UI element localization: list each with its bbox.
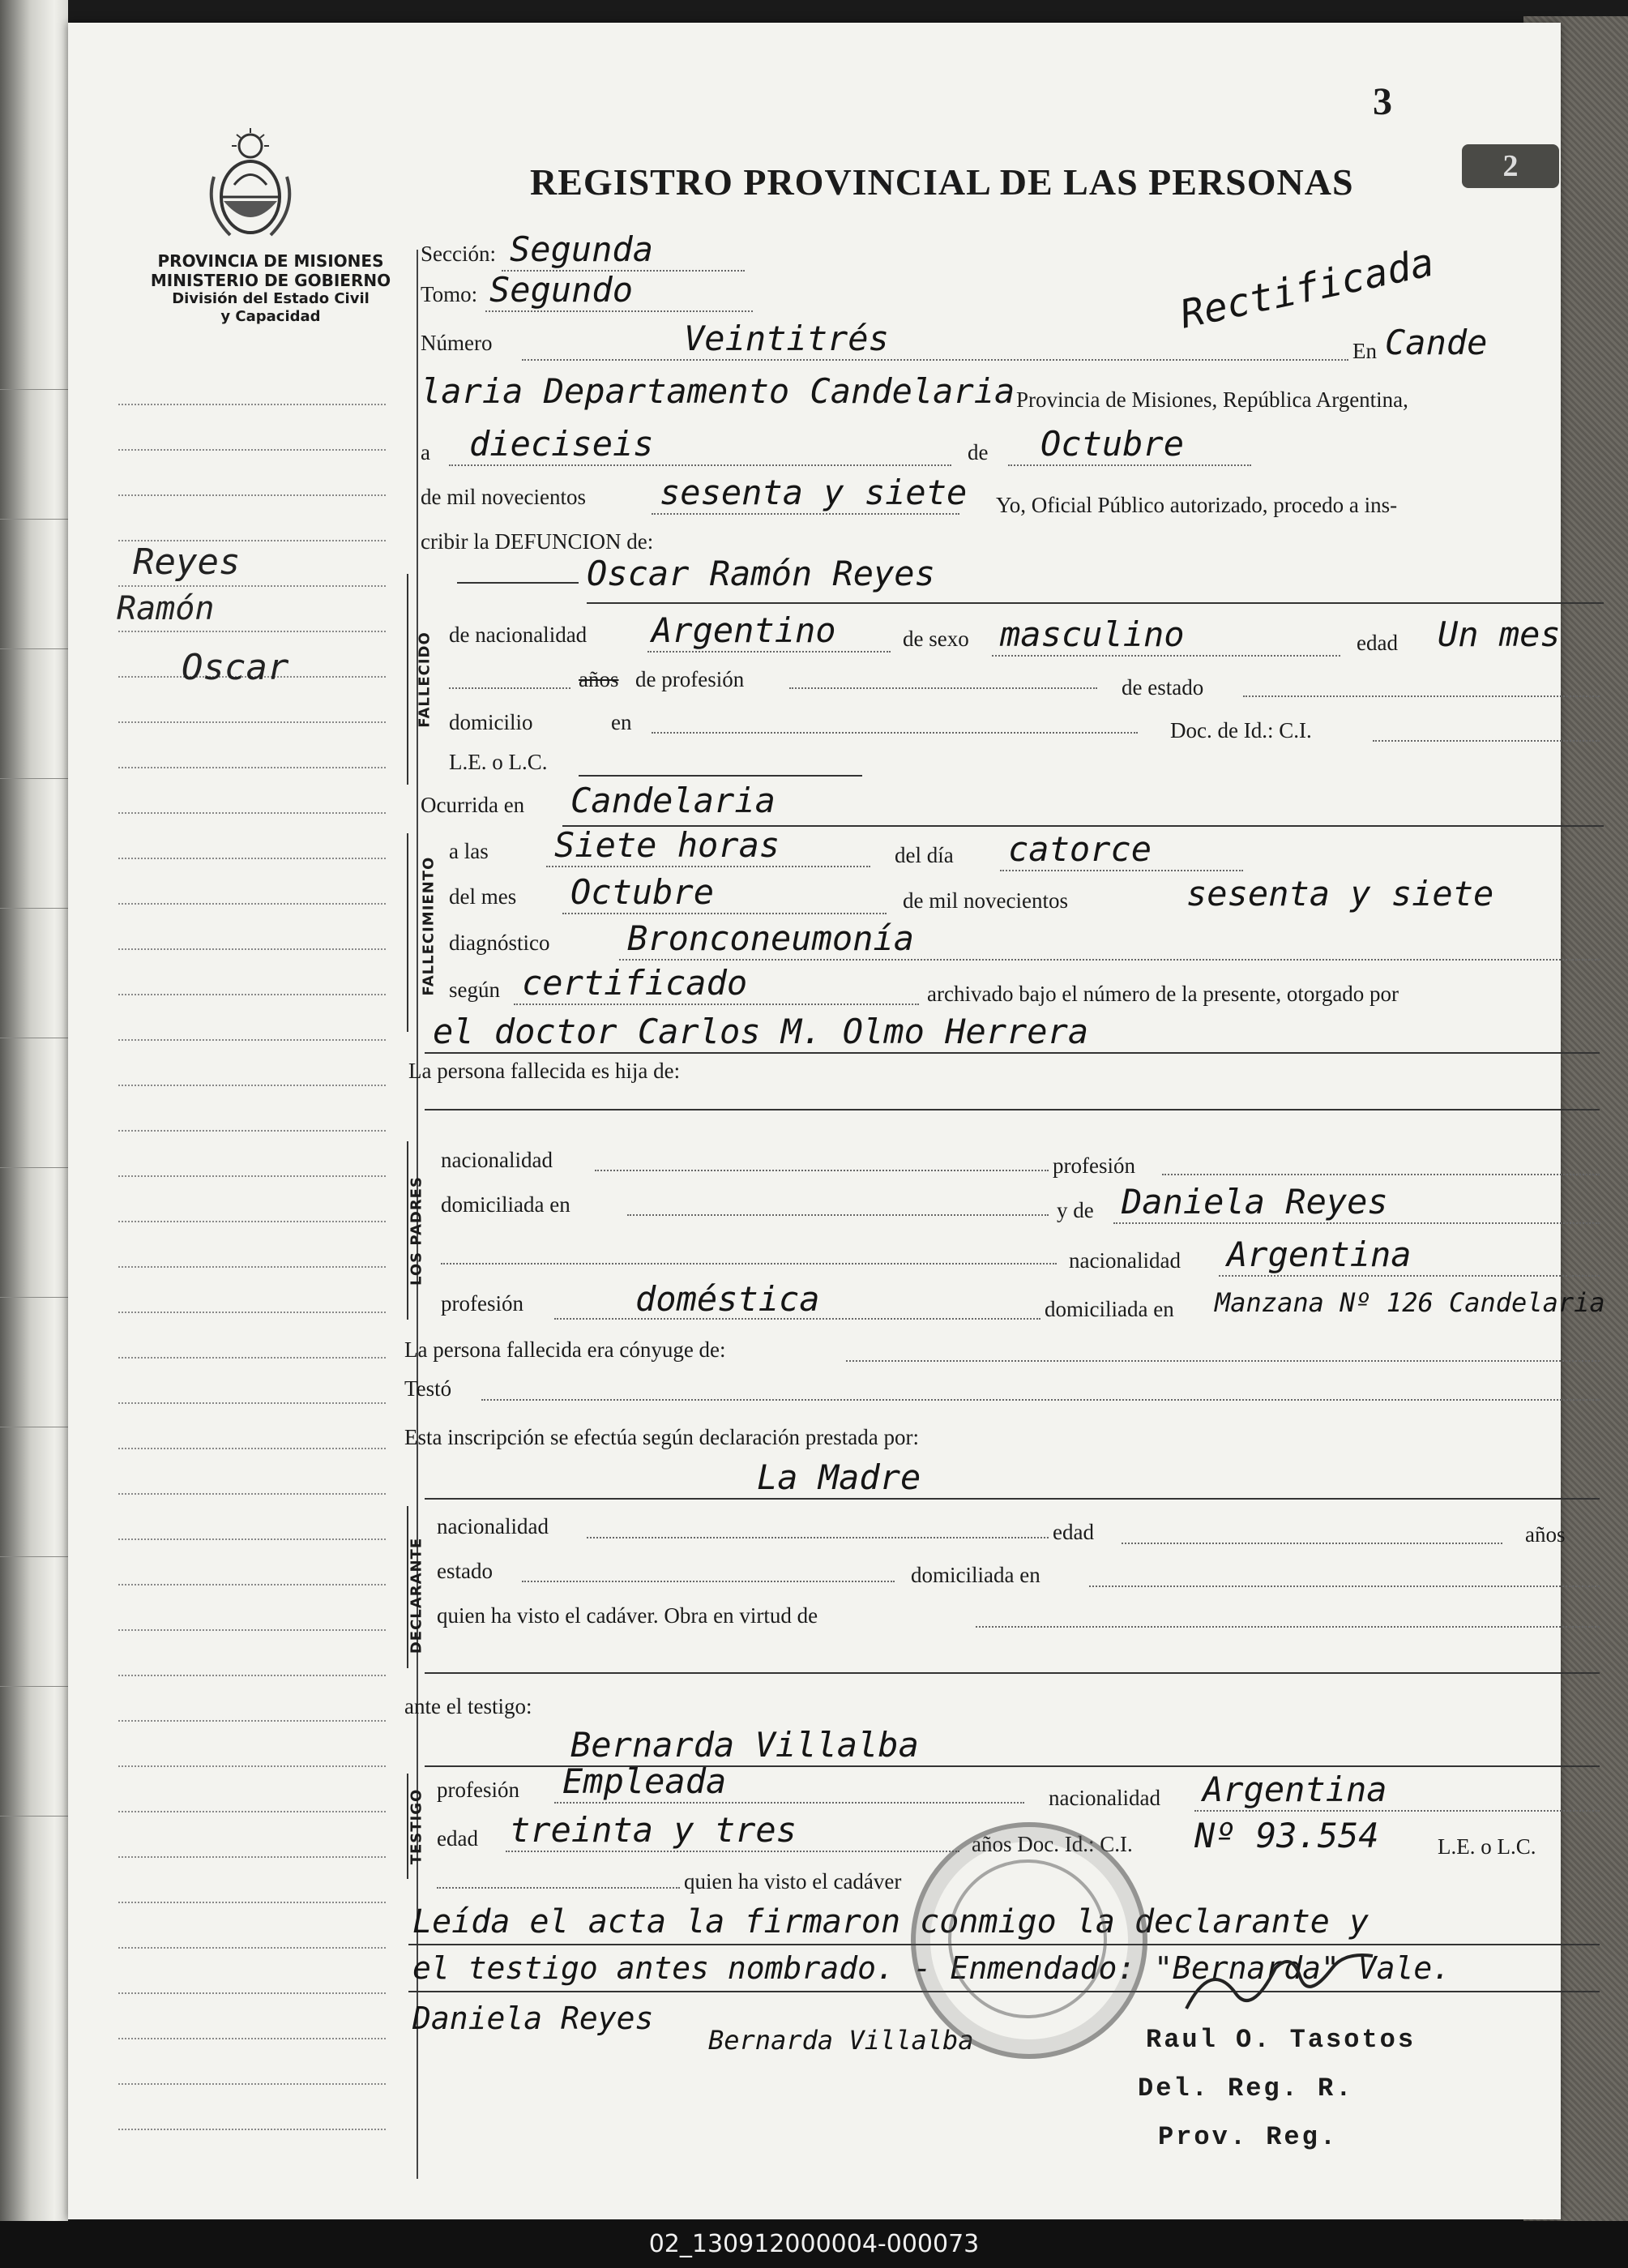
fallecido-label: FALLECIDO [416, 631, 434, 728]
edad-value: Un mes [1438, 614, 1561, 654]
sexo-value: masculino [1000, 614, 1185, 654]
testigo-nacionalidad: Argentina [1203, 1769, 1387, 1809]
madre-domicilio: Manzana Nº 126 Candelaria [1215, 1287, 1605, 1318]
madre-profesion-label: profesión [441, 1291, 523, 1316]
profesion-label: de profesión [635, 667, 745, 691]
lugar-value: laria Departamento Candelaria [421, 371, 1015, 411]
margin-rule-line [118, 449, 386, 451]
a-label: a [421, 440, 430, 464]
issuer-division: División del Estado Civil [172, 290, 370, 307]
declarante-estado-label: estado [437, 1559, 493, 1583]
testigo-le-label: L.E. o L.C. [1438, 1834, 1536, 1859]
margin-rule-line [118, 948, 386, 950]
fallecido-bracket [407, 574, 408, 785]
fallecimiento-anio: sesenta y siete [1186, 874, 1494, 914]
margin-rule-line [118, 1493, 386, 1495]
margin-rule-line [118, 1992, 386, 1994]
testo-label: Testó [404, 1376, 452, 1401]
margin-rule-line [118, 1720, 386, 1722]
padre-domiciliada-label: domiciliada en [441, 1192, 570, 1217]
mil-text: de mil novecientos [421, 485, 586, 509]
fallecido-nacionalidad: Argentino [652, 610, 836, 650]
margin-rule-line [118, 1221, 386, 1222]
margin-rule-line [118, 1085, 386, 1086]
anio-value: sesenta y siete [660, 473, 968, 512]
fallecimiento-mes: Octubre [570, 872, 715, 912]
doc-label: Doc. de Id.: C.I. [1170, 718, 1312, 742]
en-label: En [1352, 339, 1377, 363]
issuer-block [125, 251, 417, 326]
margin-rule-line [118, 858, 386, 859]
fallecimiento-dia: catorce [1008, 829, 1152, 869]
page-stamp: 2 [1462, 144, 1559, 188]
issuer-province: PROVINCIA DE MISIONES [157, 251, 384, 271]
official-name: Raul O. Tasotos [1146, 2025, 1416, 2055]
margin-rule-line [118, 2038, 386, 2039]
coat-of-arms-icon [206, 128, 295, 242]
edad-label: edad [1357, 631, 1398, 655]
tomo-label: Tomo: [421, 282, 478, 306]
signature-testigo: Bernarda Villalba [708, 2025, 974, 2056]
margin-rule-line [118, 1357, 386, 1359]
padres-label: LOS PADRES [408, 1176, 425, 1286]
margin-rule-line [118, 1629, 386, 1631]
inscribir-text: cribir la DEFUNCION de: [421, 529, 654, 554]
le-label: L.E. o L.C. [449, 750, 548, 774]
oficial-text: Yo, Oficial Público autorizado, procedo a ins- [996, 493, 1398, 517]
numero-label: Número [421, 331, 493, 355]
testigo-name: Bernarda Villalba [570, 1725, 919, 1765]
segun-label: según [449, 978, 500, 1002]
margin-rule-line [118, 1902, 386, 1903]
hora-value: Siete horas [554, 825, 780, 865]
madre-nacionalidad: Argentina [1227, 1235, 1412, 1274]
testigo-profesion: Empleada [562, 1761, 727, 1801]
margin-rule-line [118, 494, 386, 496]
numero-value: Veintitrés [684, 319, 889, 358]
margin-rule-line [118, 812, 386, 814]
official-signature [1178, 1952, 1381, 2025]
margin-rule-line [118, 1448, 386, 1449]
testigo-nacionalidad-label: nacionalidad [1049, 1786, 1160, 1810]
margin-rule-line [118, 1266, 386, 1268]
book-spine [0, 0, 68, 2221]
margin-rule-line [118, 1312, 386, 1313]
testigo-doc-label: años Doc. Id.: C.I. [972, 1832, 1133, 1856]
declaracion-text: Esta inscripción se efectúa según declaración prestada por: [404, 1425, 919, 1449]
en-value: Cande [1385, 323, 1488, 362]
rectificada-annotation: Rectificada [1176, 239, 1438, 338]
margin-rule-line [118, 585, 386, 587]
domicilio-en-label: en [611, 710, 632, 734]
image-id-footer: 02_130912000004-000073 [0, 2221, 1628, 2268]
page-title: REGISTRO PROVINCIAL DE LAS PERSONAS [530, 161, 1354, 203]
conyuge-text: La persona fallecida era cónyuge de: [404, 1337, 726, 1362]
declarante-visto-text: quien ha visto el cadáver. Obra en virtud de [437, 1603, 818, 1628]
alas-label: a las [449, 839, 489, 863]
margin-rule-line [118, 1675, 386, 1676]
dia-label: del día [895, 843, 954, 867]
segun-value: certificado [522, 963, 748, 1003]
diagnostico-label: diagnóstico [449, 931, 550, 955]
declarante-edad-label: edad [1053, 1520, 1094, 1544]
padre-profesion-label: profesión [1053, 1153, 1135, 1178]
margin-rule-line [118, 994, 386, 995]
ocurrida-label: Ocurrida en [421, 793, 525, 817]
medico-value: el doctor Carlos M. Olmo Herrera [433, 1012, 1089, 1051]
fallecimiento-anio-label: de mil novecientos [903, 888, 1068, 913]
testigo-edad-label: edad [437, 1826, 478, 1851]
madre-domiciliada-label: domiciliada en [1045, 1297, 1174, 1321]
madre-profesion: doméstica [635, 1279, 820, 1319]
declarante-label: DECLARANTE [408, 1537, 425, 1654]
padre-nacionalidad-label: nacionalidad [441, 1148, 553, 1172]
margin-rule-line [118, 1856, 386, 1858]
margin-name-1: Oscar [182, 647, 289, 688]
testigo-edad: treinta y tres [510, 1810, 797, 1850]
madre-nacionalidad-label: nacionalidad [1069, 1248, 1181, 1273]
declarante-domiciliada-label: domiciliada en [911, 1563, 1040, 1587]
issuer-capacity: y Capacidad [220, 308, 321, 325]
margin-rule-line [118, 1175, 386, 1177]
margin-rule-line [118, 1947, 386, 1949]
seccion-value: Segunda [510, 229, 654, 269]
diagnostico-value: Bronconeumonía [627, 918, 915, 958]
sexo-label: de sexo [903, 627, 969, 651]
margin-rule-line [118, 404, 386, 405]
margin-rule-line [118, 1765, 386, 1767]
testigo-doc: Nº 93.554 [1194, 1816, 1379, 1855]
de-label: de [968, 440, 989, 464]
margin-rule-line [118, 721, 386, 723]
madre-name: Daniela Reyes [1122, 1182, 1388, 1222]
yde-label: y de [1057, 1198, 1094, 1222]
margin-rule-line [118, 1039, 386, 1041]
ante-testigo-text: ante el testigo: [404, 1694, 532, 1718]
signature-declarante: Daniela Reyes [412, 2001, 654, 2036]
fallecimiento-label: FALLECIMIENTO [420, 856, 438, 996]
provincia-text: Provincia de Misiones, República Argentina, [1016, 387, 1408, 412]
margin-surname: Reyes [133, 541, 241, 583]
seccion-label: Sección: [421, 242, 496, 266]
margin-rule-line [118, 1538, 386, 1540]
ocurrida-value: Candelaria [570, 781, 776, 820]
margin-rule-line [118, 631, 386, 632]
anos-label: años [579, 667, 619, 691]
margin-rule-line [118, 2083, 386, 2085]
estado-label: de estado [1122, 675, 1204, 700]
margin-rule-line [118, 1130, 386, 1132]
official-title: Del. Reg. R. [1138, 2073, 1354, 2103]
declarante-anos-label: años [1525, 1522, 1566, 1547]
dia-value: dieciseis [469, 424, 654, 464]
closing-line1: Leída el acta la firmaron conmigo la declarante y [412, 1903, 1369, 1941]
page-number: 3 [1373, 80, 1392, 123]
margin-name-2: Ramón [117, 590, 215, 627]
mes-label: del mes [449, 884, 517, 909]
register-page [68, 23, 1605, 2219]
testigo-label: TESTIGO [408, 1788, 425, 1865]
testigo-profesion-label: profesión [437, 1778, 519, 1802]
margin-rule-line [118, 1811, 386, 1812]
hija-text: La persona fallecida es hija de: [408, 1059, 681, 1083]
fallecido-name: Oscar Ramón Reyes [587, 554, 935, 593]
margin-rule-line [118, 1584, 386, 1585]
margin-rule-line [118, 2129, 386, 2130]
archivado-text: archivado bajo el número de la presente, otorgado por [927, 982, 1399, 1006]
margin-rule-line [118, 767, 386, 768]
issuer-ministry: MINISTERIO DE GOBIERNO [150, 271, 391, 290]
closing-line2: el testigo antes nombrado. - Enmendado: "Bernarda" Vale. [412, 1950, 1451, 1986]
margin-rule-line [118, 903, 386, 905]
tomo-value: Segundo [489, 270, 634, 310]
official-seal-stamp [911, 1822, 1147, 2059]
fallecimiento-bracket [407, 833, 408, 1032]
fallecido-nacionalidad-label: de nacionalidad [449, 623, 588, 647]
official-office: Prov. Reg. [1158, 2122, 1339, 2152]
domicilio-label: domicilio [449, 710, 533, 734]
mes-value: Octubre [1040, 424, 1185, 464]
margin-rule-line [118, 1402, 386, 1404]
testigo-visto-text: quien ha visto el cadáver [684, 1869, 902, 1894]
declarante-nacionalidad-label: nacionalidad [437, 1514, 549, 1538]
declarante-name: La Madre [757, 1457, 921, 1497]
